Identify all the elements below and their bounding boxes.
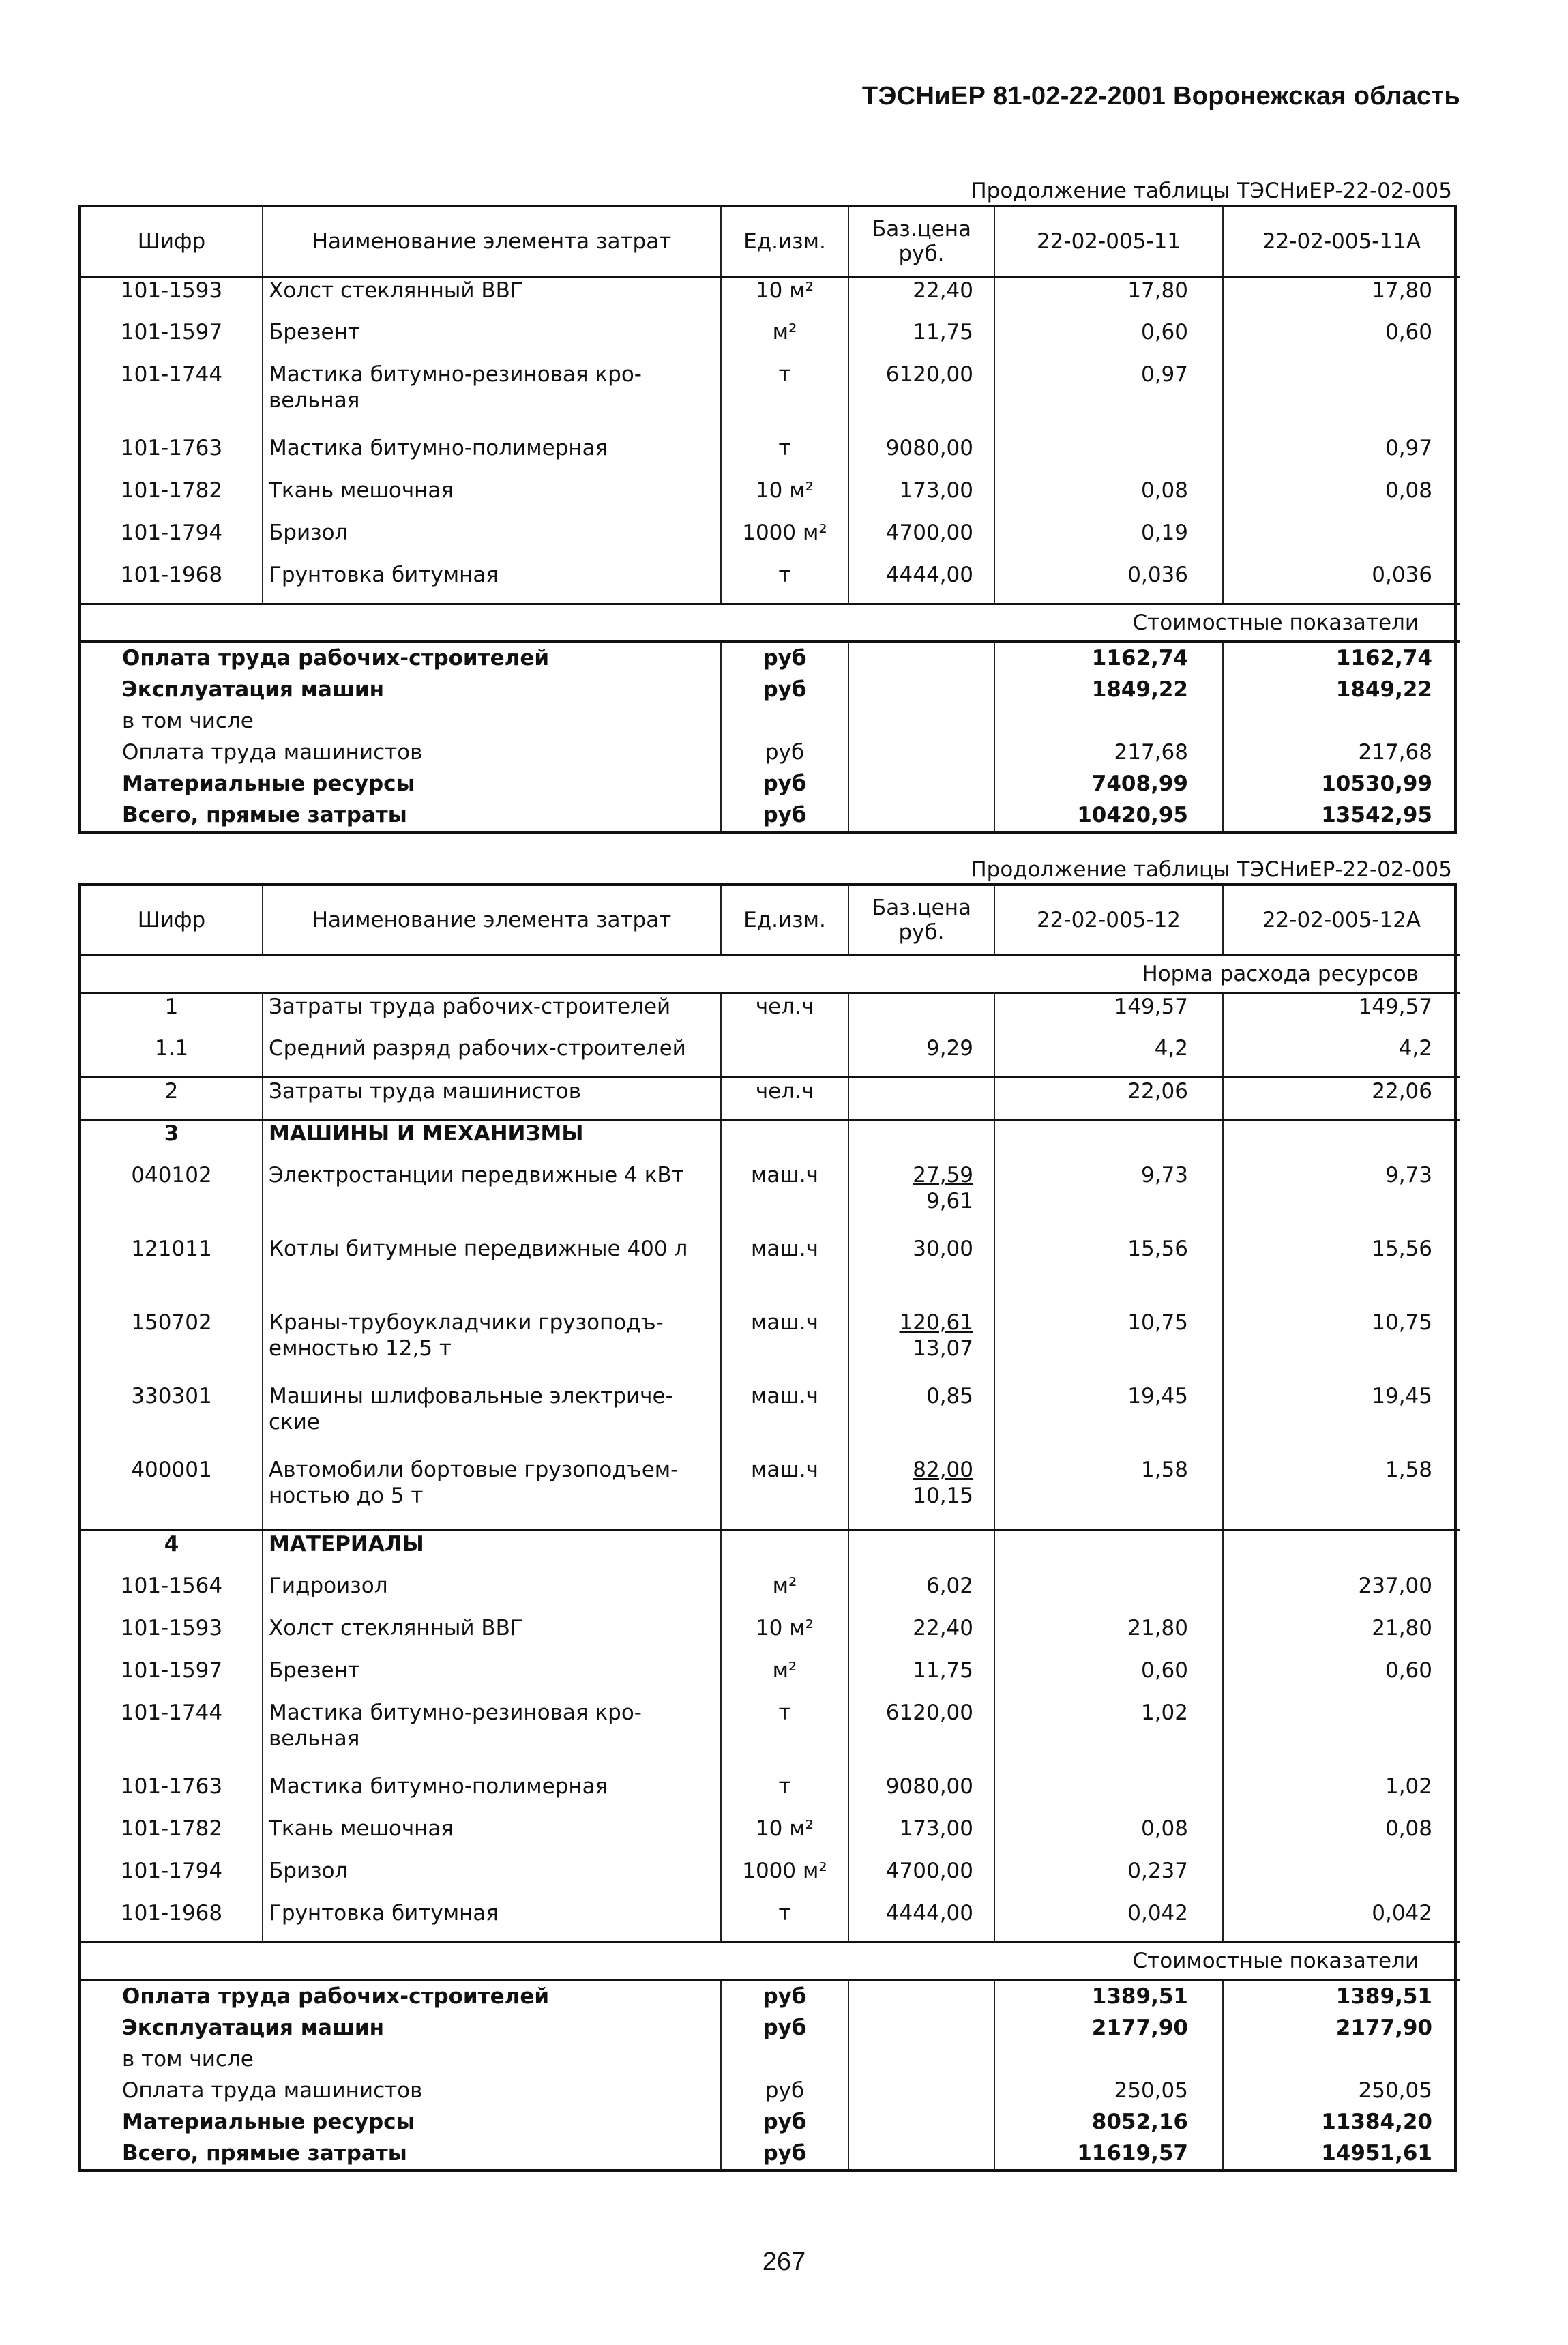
cost-unit: руб bbox=[721, 799, 848, 831]
row-code: 101-1968 bbox=[120, 562, 223, 587]
table-row bbox=[81, 520, 1460, 562]
row-price: 6120,00 bbox=[848, 1700, 994, 1773]
row-code: 101-1782 bbox=[120, 1816, 223, 1841]
row-value-a: 0,60 bbox=[994, 319, 1223, 362]
row-value-b bbox=[1223, 1700, 1460, 1773]
row-name: Котлы битумные передвижные 400 л bbox=[263, 1236, 721, 1310]
table1-cost-title-row bbox=[81, 604, 1460, 642]
cost-value-b: 1389,51 bbox=[1223, 1980, 1460, 2013]
cost-value-b: 10530,99 bbox=[1223, 768, 1460, 799]
table1-caption: Продолжение таблицы ТЭСНиЕР-22-02-005 bbox=[971, 179, 1452, 203]
table2-cost-title: Стоимостные показатели bbox=[81, 1943, 1460, 1980]
row-code: 101-1597 bbox=[120, 319, 223, 344]
row-price bbox=[848, 993, 994, 1035]
cost-row bbox=[81, 642, 1460, 675]
table-row bbox=[81, 277, 1460, 319]
col-header-price: Баз.цена руб. bbox=[848, 886, 994, 956]
table1-cost-title: Стоимостные показатели bbox=[81, 604, 1460, 642]
cost-row bbox=[81, 674, 1460, 705]
cost-value-b: 1162,74 bbox=[1223, 642, 1460, 675]
cost-value-a: 1849,22 bbox=[994, 674, 1223, 705]
table-row bbox=[81, 319, 1460, 362]
row-unit: маш.ч bbox=[721, 1383, 848, 1457]
table-row bbox=[81, 1035, 1460, 1078]
row-value-b: 0,60 bbox=[1223, 319, 1460, 362]
page-header-title: ТЭСНиЕР 81-02-22-2001 Воронежская область bbox=[861, 82, 1460, 110]
row-code: 101-1763 bbox=[120, 435, 223, 460]
empty-cell bbox=[994, 1120, 1223, 1162]
empty-cell bbox=[721, 1531, 848, 1573]
cost-value-a bbox=[994, 2044, 1223, 2075]
cost-value-b: 13542,95 bbox=[1223, 799, 1460, 831]
row-unit: чел.ч bbox=[721, 993, 848, 1035]
col-header-unit: Ед.изм. bbox=[721, 886, 848, 956]
cost-value-a: 217,68 bbox=[994, 737, 1223, 768]
cost-value-b bbox=[1223, 705, 1460, 737]
col-header-unit: Ед.изм. bbox=[721, 207, 848, 277]
cost-row bbox=[81, 2106, 1460, 2138]
table-row bbox=[81, 1700, 1460, 1773]
row-price: 4444,00 bbox=[848, 562, 994, 604]
table2-norm-title: Норма расхода ресурсов bbox=[81, 956, 1460, 993]
cost-value-a: 7408,99 bbox=[994, 768, 1223, 799]
row-name: Средний разряд рабочих-строителей bbox=[263, 1035, 721, 1078]
cost-value-a: 10420,95 bbox=[994, 799, 1223, 831]
row-name: Электростанции передвижные 4 кВт bbox=[263, 1162, 721, 1236]
empty-cell bbox=[848, 737, 994, 768]
row-name: Бризол bbox=[263, 1858, 721, 1900]
row-price: 22,40 bbox=[848, 1615, 994, 1657]
empty-cell bbox=[721, 1120, 848, 1162]
cost-name: Оплата труда рабочих-строителей bbox=[122, 646, 550, 670]
table-row bbox=[81, 1657, 1460, 1700]
row-code: 1 bbox=[164, 994, 179, 1019]
row-unit: т bbox=[721, 435, 848, 477]
row-value-a: 22,06 bbox=[994, 1078, 1223, 1120]
row-code: 101-1763 bbox=[120, 1773, 223, 1799]
row-name: Бризол bbox=[263, 520, 721, 562]
row-code: 101-1782 bbox=[120, 477, 223, 503]
row-price bbox=[848, 1078, 994, 1120]
cost-unit bbox=[721, 2044, 848, 2075]
row-value-b: 4,2 bbox=[1223, 1035, 1460, 1078]
row-value-a: 1,02 bbox=[994, 1700, 1223, 1773]
empty-cell bbox=[848, 705, 994, 737]
table1 bbox=[78, 205, 1457, 834]
row-unit: м² bbox=[721, 1573, 848, 1615]
row-value-a: 0,237 bbox=[994, 1858, 1223, 1900]
cost-row bbox=[81, 705, 1460, 737]
row-name: Затраты труда машинистов bbox=[263, 1078, 721, 1120]
row-price: 22,40 bbox=[848, 277, 994, 319]
cost-row bbox=[81, 768, 1460, 799]
row-code: 150702 bbox=[131, 1310, 212, 1335]
row-unit: чел.ч bbox=[721, 1078, 848, 1120]
row-name: Гидроизол bbox=[263, 1573, 721, 1615]
row-code: 101-1794 bbox=[120, 1858, 223, 1883]
col-header-code: Шифр bbox=[81, 207, 263, 277]
row-code: 101-1744 bbox=[120, 362, 223, 387]
row-value-b: 149,57 bbox=[1223, 993, 1460, 1035]
row-price-bottom: 9,61 bbox=[926, 1188, 973, 1213]
row-unit: т bbox=[721, 1900, 848, 1943]
row-price: 6,02 bbox=[848, 1573, 994, 1615]
row-unit: маш.ч bbox=[721, 1236, 848, 1310]
table-row bbox=[81, 1236, 1460, 1310]
row-code: 101-1593 bbox=[120, 1615, 223, 1640]
row-value-b: 237,00 bbox=[1223, 1573, 1460, 1615]
row-value-a: 17,80 bbox=[994, 277, 1223, 319]
row-name: Автомобили бортовые грузоподъем-ностью до 5 т bbox=[263, 1457, 721, 1531]
row-unit: т bbox=[721, 1773, 848, 1816]
row-value-a: 10,75 bbox=[994, 1310, 1223, 1383]
table-row bbox=[81, 1383, 1460, 1457]
table-row bbox=[81, 1078, 1460, 1120]
row-value-b: 0,08 bbox=[1223, 1816, 1460, 1858]
row-value-a: 15,56 bbox=[994, 1236, 1223, 1310]
cost-name: в том числе bbox=[122, 2047, 254, 2071]
cost-value-a: 2177,90 bbox=[994, 2012, 1223, 2044]
cost-value-b: 2177,90 bbox=[1223, 2012, 1460, 2044]
cost-unit: руб bbox=[721, 2138, 848, 2169]
table2-header-row bbox=[81, 886, 1460, 956]
table2-cost-title-row bbox=[81, 1943, 1460, 1980]
col-header-code: Шифр bbox=[81, 886, 263, 956]
row-price-bottom: 13,07 bbox=[913, 1336, 973, 1361]
row-name: Ткань мешочная bbox=[263, 477, 721, 520]
row-value-a: 0,97 bbox=[994, 362, 1223, 435]
row-code: 121011 bbox=[131, 1236, 212, 1261]
row-code: 2 bbox=[81, 1078, 263, 1120]
row-name: Брезент bbox=[263, 319, 721, 362]
row-unit: 10 м² bbox=[721, 277, 848, 319]
row-price-top: 82,00 bbox=[913, 1457, 973, 1482]
row-code: 1.1 bbox=[154, 1035, 189, 1061]
section-code: 4 bbox=[81, 1531, 263, 1573]
row-unit: 10 м² bbox=[721, 1816, 848, 1858]
cost-name: Эксплуатация машин bbox=[122, 2016, 385, 2040]
cost-unit: руб bbox=[721, 1980, 848, 2013]
cost-unit: руб bbox=[721, 2106, 848, 2138]
empty-cell bbox=[1223, 1120, 1460, 1162]
cost-row bbox=[81, 2044, 1460, 2075]
row-name: Машины шлифовальные электриче-ские bbox=[263, 1383, 721, 1457]
row-value-b: 1,58 bbox=[1223, 1457, 1460, 1531]
row-code: 101-1593 bbox=[120, 278, 223, 303]
col-header-a: 22-02-005-11 bbox=[994, 207, 1223, 277]
row-value-a bbox=[994, 1773, 1223, 1816]
empty-cell bbox=[1223, 1531, 1460, 1573]
cost-name: Материальные ресурсы bbox=[122, 2110, 415, 2134]
col-header-price: Баз.цена руб. bbox=[848, 207, 994, 277]
table1-header-row bbox=[81, 207, 1460, 277]
row-value-a bbox=[994, 435, 1223, 477]
cost-unit: руб bbox=[721, 2012, 848, 2044]
row-value-b: 19,45 bbox=[1223, 1383, 1460, 1457]
table2-caption: Продолжение таблицы ТЭСНиЕР-22-02-005 bbox=[971, 857, 1452, 882]
row-value-a: 21,80 bbox=[994, 1615, 1223, 1657]
row-name: Брезент bbox=[263, 1657, 721, 1700]
row-value-a: 19,45 bbox=[994, 1383, 1223, 1457]
row-code: 400001 bbox=[131, 1457, 212, 1482]
empty-cell bbox=[848, 799, 994, 831]
row-value-b: 9,73 bbox=[1223, 1162, 1460, 1236]
page-number: 267 bbox=[762, 2247, 806, 2276]
row-price: 9080,00 bbox=[848, 1773, 994, 1816]
row-unit: 10 м² bbox=[721, 477, 848, 520]
row-price: 0,85 bbox=[848, 1383, 994, 1457]
cost-row bbox=[81, 799, 1460, 831]
empty-cell bbox=[848, 1531, 994, 1573]
row-value-a: 0,19 bbox=[994, 520, 1223, 562]
cost-unit: руб bbox=[721, 674, 848, 705]
row-price: 9080,00 bbox=[848, 435, 994, 477]
cost-value-b: 11384,20 bbox=[1223, 2106, 1460, 2138]
row-value-b bbox=[1223, 362, 1460, 435]
row-price: 4444,00 bbox=[848, 1900, 994, 1943]
cost-value-a: 8052,16 bbox=[994, 2106, 1223, 2138]
row-name: Мастика битумно-резиновая кро-вельная bbox=[263, 362, 721, 435]
table-row bbox=[81, 362, 1460, 435]
row-price bbox=[848, 1457, 994, 1531]
row-value-b: 22,06 bbox=[1223, 1078, 1460, 1120]
section-name: МАТЕРИАЛЫ bbox=[263, 1531, 721, 1573]
cost-value-a: 1389,51 bbox=[994, 1980, 1223, 2013]
row-value-b: 0,60 bbox=[1223, 1657, 1460, 1700]
cost-name: Всего, прямые затраты bbox=[122, 2141, 407, 2166]
row-price: 173,00 bbox=[848, 477, 994, 520]
table-row bbox=[81, 1615, 1460, 1657]
empty-cell bbox=[848, 768, 994, 799]
cost-unit: руб bbox=[721, 642, 848, 675]
empty-cell bbox=[848, 2075, 994, 2106]
row-price: 9,29 bbox=[848, 1035, 994, 1078]
row-code: 101-1597 bbox=[120, 1657, 223, 1683]
table2 bbox=[78, 883, 1457, 2172]
row-unit: 1000 м² bbox=[721, 520, 848, 562]
col-header-name: Наименование элемента затрат bbox=[263, 207, 721, 277]
table-row bbox=[81, 1858, 1460, 1900]
cost-row bbox=[81, 1980, 1460, 2013]
cost-name: Оплата труда машинистов bbox=[122, 2078, 423, 2103]
row-name: Мастика битумно-резиновая кро-вельная bbox=[263, 1700, 721, 1773]
col-header-name: Наименование элемента затрат bbox=[263, 886, 721, 956]
table-row bbox=[81, 1162, 1460, 1236]
row-price: 11,75 bbox=[848, 319, 994, 362]
empty-cell bbox=[848, 1120, 994, 1162]
row-value-b: 21,80 bbox=[1223, 1615, 1460, 1657]
row-value-b: 0,036 bbox=[1223, 562, 1460, 604]
row-price: 4700,00 bbox=[848, 520, 994, 562]
row-value-a: 0,036 bbox=[994, 562, 1223, 604]
cost-name: Оплата труда рабочих-строителей bbox=[122, 1984, 550, 2009]
row-value-a: 9,73 bbox=[994, 1162, 1223, 1236]
cost-unit: руб bbox=[721, 2075, 848, 2106]
row-value-b: 10,75 bbox=[1223, 1310, 1460, 1383]
row-unit: маш.ч bbox=[721, 1162, 848, 1236]
row-name: Ткань мешочная bbox=[263, 1816, 721, 1858]
row-code: 101-1564 bbox=[120, 1573, 223, 1598]
table-row bbox=[81, 993, 1460, 1035]
cost-value-a bbox=[994, 705, 1223, 737]
row-name: Холст стеклянный ВВГ bbox=[263, 1615, 721, 1657]
cost-unit bbox=[721, 705, 848, 737]
table-row bbox=[81, 477, 1460, 520]
row-unit: т bbox=[721, 362, 848, 435]
row-code: 101-1744 bbox=[120, 1700, 223, 1725]
table-row bbox=[81, 1900, 1460, 1943]
cost-value-a: 11619,57 bbox=[994, 2138, 1223, 2169]
row-value-b: 1,02 bbox=[1223, 1773, 1460, 1816]
row-value-b bbox=[1223, 1858, 1460, 1900]
cost-name: Эксплуатация машин bbox=[122, 677, 385, 702]
empty-cell bbox=[848, 2044, 994, 2075]
col-header-a: 22-02-005-12 bbox=[994, 886, 1223, 956]
row-name: Грунтовка битумная bbox=[263, 1900, 721, 1943]
cost-value-b: 217,68 bbox=[1223, 737, 1460, 768]
table2-norm-title-row bbox=[81, 956, 1460, 993]
empty-cell bbox=[848, 1980, 994, 2013]
row-value-a: 0,042 bbox=[994, 1900, 1223, 1943]
cost-value-b: 1849,22 bbox=[1223, 674, 1460, 705]
row-unit: м² bbox=[721, 1657, 848, 1700]
row-value-b: 0,97 bbox=[1223, 435, 1460, 477]
row-unit: м² bbox=[721, 319, 848, 362]
table-row bbox=[81, 1773, 1460, 1816]
table-row bbox=[81, 1816, 1460, 1858]
table-row bbox=[81, 562, 1460, 604]
table-row bbox=[81, 1573, 1460, 1615]
row-price bbox=[848, 1162, 994, 1236]
row-code: 101-1968 bbox=[120, 1900, 223, 1926]
row-code: 101-1794 bbox=[120, 520, 223, 545]
row-value-b: 15,56 bbox=[1223, 1236, 1460, 1310]
table-row bbox=[81, 1310, 1460, 1383]
row-price: 30,00 bbox=[848, 1236, 994, 1310]
row-value-a: 1,58 bbox=[994, 1457, 1223, 1531]
row-unit: т bbox=[721, 1700, 848, 1773]
row-name: Холст стеклянный ВВГ bbox=[263, 277, 721, 319]
row-code: 040102 bbox=[131, 1162, 212, 1188]
empty-cell bbox=[848, 642, 994, 675]
cost-row bbox=[81, 2138, 1460, 2169]
col-header-b: 22-02-005-12А bbox=[1223, 886, 1460, 956]
row-price: 6120,00 bbox=[848, 362, 994, 435]
row-name: Мастика битумно-полимерная bbox=[263, 1773, 721, 1816]
cost-name: в том числе bbox=[122, 709, 254, 733]
table-row bbox=[81, 1457, 1460, 1531]
empty-cell bbox=[848, 2138, 994, 2169]
row-value-a: 149,57 bbox=[994, 993, 1223, 1035]
row-name: Затраты труда рабочих-строителей bbox=[263, 993, 721, 1035]
cost-unit: руб bbox=[721, 737, 848, 768]
cost-name: Всего, прямые затраты bbox=[122, 803, 407, 827]
section-name: МАШИНЫ И МЕХАНИЗМЫ bbox=[263, 1120, 721, 1162]
cost-value-b bbox=[1223, 2044, 1460, 2075]
row-unit: 10 м² bbox=[721, 1615, 848, 1657]
row-price: 11,75 bbox=[848, 1657, 994, 1700]
row-value-b bbox=[1223, 520, 1460, 562]
cost-name: Оплата труда машинистов bbox=[122, 740, 423, 765]
section-code: 3 bbox=[81, 1120, 263, 1162]
row-name: Краны-трубоукладчики грузоподъ-емностью 12,5 т bbox=[263, 1310, 721, 1383]
table-row bbox=[81, 435, 1460, 477]
row-value-a: 4,2 bbox=[994, 1035, 1223, 1078]
cost-value-b: 14951,61 bbox=[1223, 2138, 1460, 2169]
cost-unit: руб bbox=[721, 768, 848, 799]
empty-cell bbox=[848, 674, 994, 705]
cost-value-a: 1162,74 bbox=[994, 642, 1223, 675]
row-unit: т bbox=[721, 562, 848, 604]
col-header-b: 22-02-005-11А bbox=[1223, 207, 1460, 277]
empty-cell bbox=[848, 2012, 994, 2044]
row-code: 330301 bbox=[131, 1383, 212, 1409]
row-value-b: 17,80 bbox=[1223, 277, 1460, 319]
empty-cell bbox=[848, 2106, 994, 2138]
cost-value-a: 250,05 bbox=[994, 2075, 1223, 2106]
row-unit: маш.ч bbox=[721, 1310, 848, 1383]
row-price bbox=[848, 1310, 994, 1383]
row-value-a: 0,08 bbox=[994, 477, 1223, 520]
section-row bbox=[81, 1120, 1460, 1162]
row-value-a bbox=[994, 1573, 1223, 1615]
row-value-a: 0,08 bbox=[994, 1816, 1223, 1858]
row-price-bottom: 10,15 bbox=[913, 1483, 973, 1508]
empty-cell bbox=[994, 1531, 1223, 1573]
row-price-top: 27,59 bbox=[913, 1162, 973, 1188]
row-unit: маш.ч bbox=[721, 1457, 848, 1531]
row-price-top: 120,61 bbox=[899, 1310, 973, 1335]
row-name: Грунтовка битумная bbox=[263, 562, 721, 604]
cost-row bbox=[81, 737, 1460, 768]
cost-value-b: 250,05 bbox=[1223, 2075, 1460, 2106]
cost-name: Материальные ресурсы bbox=[122, 771, 415, 796]
row-value-b: 0,042 bbox=[1223, 1900, 1460, 1943]
cost-row bbox=[81, 2075, 1460, 2106]
row-value-b: 0,08 bbox=[1223, 477, 1460, 520]
section-row bbox=[81, 1531, 1460, 1573]
row-price: 4700,00 bbox=[848, 1858, 994, 1900]
row-price: 173,00 bbox=[848, 1816, 994, 1858]
row-unit bbox=[721, 1035, 848, 1078]
row-name: Мастика битумно-полимерная bbox=[263, 435, 721, 477]
row-value-a: 0,60 bbox=[994, 1657, 1223, 1700]
row-unit: 1000 м² bbox=[721, 1858, 848, 1900]
cost-row bbox=[81, 2012, 1460, 2044]
